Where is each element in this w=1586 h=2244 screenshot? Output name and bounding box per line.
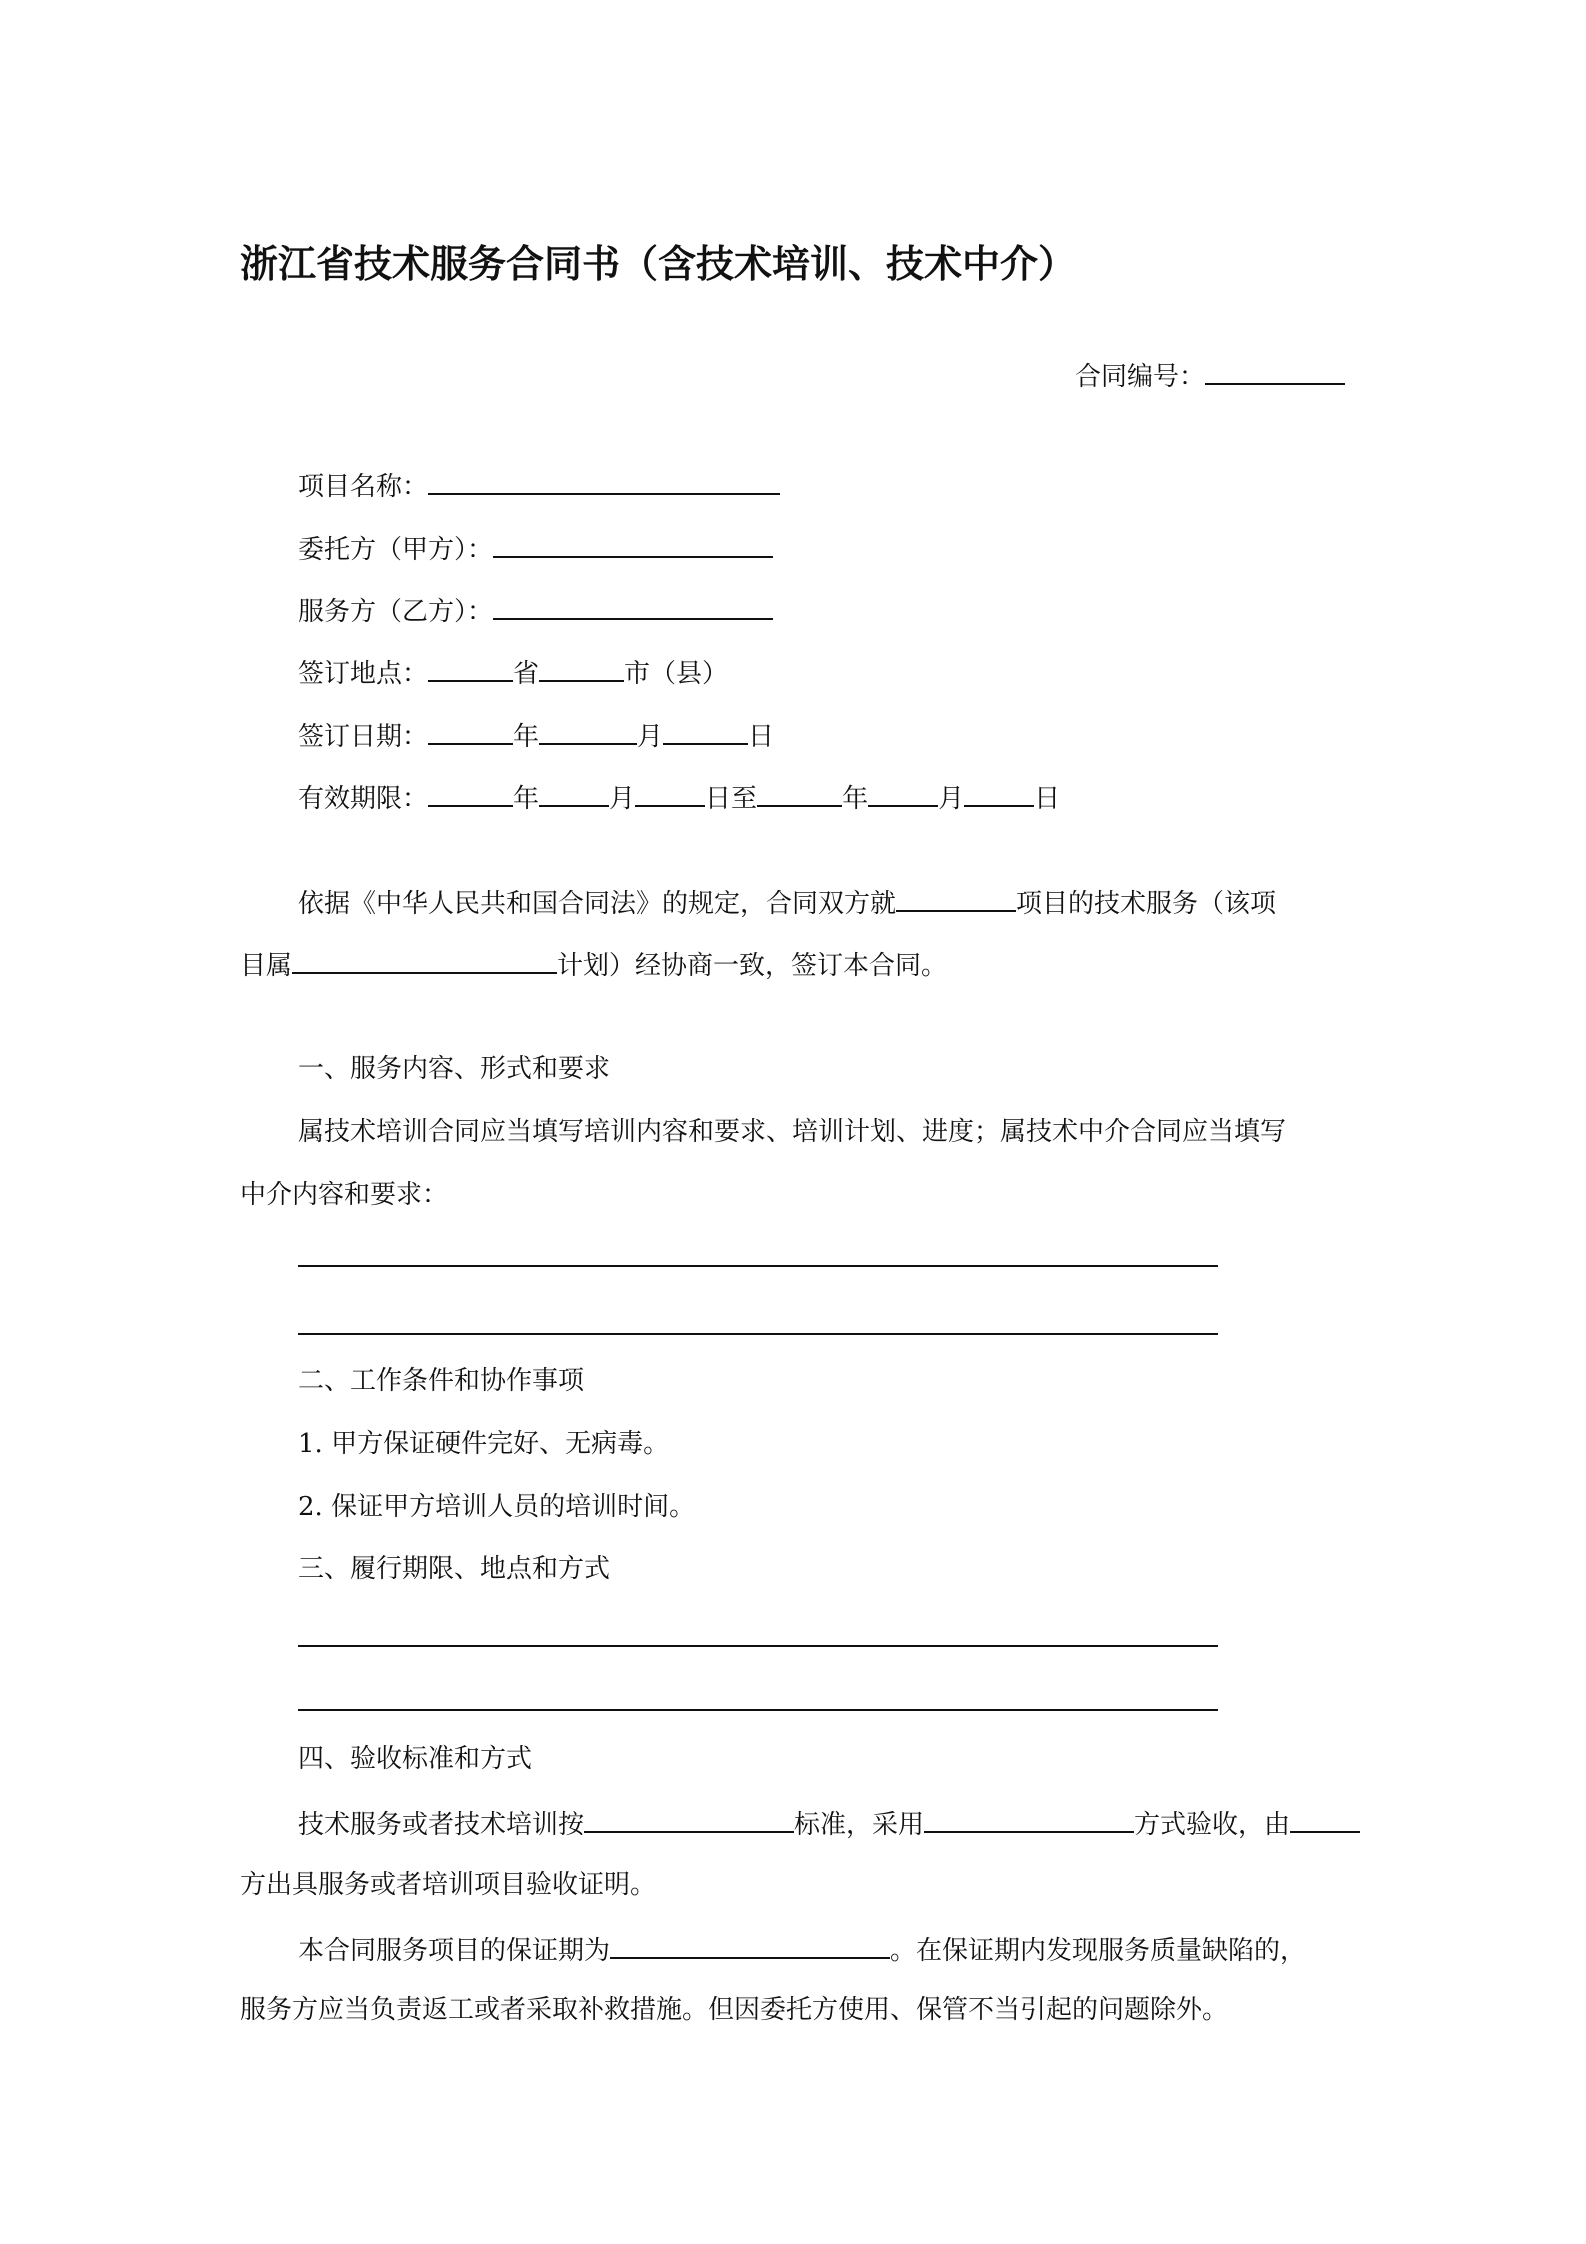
client-label: 委托方（甲方）：: [298, 535, 494, 565]
provider-row: [298, 592, 773, 626]
start-year-field[interactable]: [428, 779, 513, 807]
month-label: 月: [637, 722, 664, 752]
start-day-field[interactable]: [635, 779, 705, 807]
city-label: 市（县）: [624, 659, 729, 689]
section-4-line-3: [298, 1931, 1306, 1965]
day-to-label: 日至: [705, 784, 758, 814]
section-4-heading: 四、验收标准和方式: [298, 1744, 533, 1774]
end-year-field[interactable]: [757, 779, 842, 807]
province-field[interactable]: [428, 654, 513, 682]
day-label: 日: [1034, 784, 1061, 814]
city-field[interactable]: [539, 654, 624, 682]
section-1-heading: 一、服务内容、形式和要求: [298, 1054, 611, 1084]
section-2-item: 2. 保证甲方培训人员的培训时间。: [298, 1492, 696, 1522]
end-month-field[interactable]: [868, 779, 938, 807]
sign-date-row: [298, 717, 774, 751]
end-day-field[interactable]: [964, 779, 1034, 807]
sign-year-field[interactable]: [428, 717, 513, 745]
acceptance-standard-field[interactable]: [584, 1805, 794, 1833]
validity-row: [298, 779, 1060, 813]
intro-line-2: [240, 946, 947, 980]
document-title: 浙江省技术服务合同书（含技术培训、技术中介）: [240, 242, 1077, 286]
client-row: [298, 530, 773, 564]
intro-line-1: [298, 884, 1276, 918]
month-label: 月: [609, 784, 636, 814]
provider-field[interactable]: [493, 592, 773, 620]
start-month-field[interactable]: [539, 779, 609, 807]
validity-label: 有效期限：: [298, 784, 429, 814]
contract-number-label: 合同编号：: [1075, 362, 1206, 392]
acceptance-party-field[interactable]: [1290, 1805, 1360, 1833]
section-4-text: 标准，采用: [794, 1810, 925, 1840]
provider-label: 服务方（乙方）：: [298, 597, 494, 627]
province-label: 省: [513, 659, 540, 689]
section-2-heading: 二、工作条件和协作事项: [298, 1366, 585, 1396]
section-1-fill-line[interactable]: [298, 1333, 1218, 1335]
section-3-fill-line[interactable]: [298, 1709, 1218, 1711]
intro-text: 计划）经协商一致，签订本合同。: [557, 951, 948, 981]
contract-number-row: [1075, 357, 1345, 391]
sign-place-label: 签订地点：: [298, 659, 429, 689]
sign-month-field[interactable]: [539, 717, 637, 745]
section-4-text: 。在保证期内发现服务质量缺陷的，: [890, 1936, 1307, 1966]
warranty-period-field[interactable]: [610, 1931, 890, 1959]
contract-number-field[interactable]: [1205, 357, 1345, 385]
section-4-line-1: [298, 1805, 1360, 1839]
sign-place-row: [298, 654, 728, 688]
year-label: 年: [842, 784, 869, 814]
year-label: 年: [513, 722, 540, 752]
project-name-field[interactable]: [428, 467, 780, 495]
month-label: 月: [938, 784, 965, 814]
section-4-text: 方式验收，由: [1134, 1810, 1291, 1840]
acceptance-method-field[interactable]: [924, 1805, 1134, 1833]
section-4-text: 本合同服务项目的保证期为: [298, 1936, 611, 1966]
sign-date-label: 签订日期：: [298, 722, 429, 752]
year-label: 年: [513, 784, 540, 814]
section-1-paragraph: 属技术培训合同应当填写培训内容和要求、培训计划、进度；属技术中介合同应当填写: [298, 1117, 1287, 1147]
section-4-line-2: 方出具服务或者培训项目验收证明。: [240, 1870, 657, 1900]
intro-text: 依据《中华人民共和国合同法》的规定，合同双方就: [298, 889, 897, 919]
section-3-fill-line[interactable]: [298, 1645, 1218, 1647]
project-name-row: [298, 467, 780, 501]
section-1-fill-line[interactable]: [298, 1265, 1218, 1267]
intro-plan-field[interactable]: [292, 946, 557, 974]
client-field[interactable]: [493, 530, 773, 558]
project-name-label: 项目名称：: [298, 472, 429, 502]
section-4-text: 技术服务或者技术培训按: [298, 1810, 585, 1840]
intro-text: 目属: [240, 951, 293, 981]
intro-text: 项目的技术服务（该项: [1016, 889, 1277, 919]
section-2-item: 1. 甲方保证硬件完好、无病毒。: [298, 1429, 670, 1459]
section-1-paragraph: 中介内容和要求：: [240, 1180, 449, 1210]
section-3-heading: 三、履行期限、地点和方式: [298, 1554, 611, 1584]
section-4-line-4: 服务方应当负责返工或者采取补救措施。但因委托方使用、保管不当引起的问题除外。: [240, 1995, 1229, 2025]
day-label: 日: [748, 722, 775, 752]
intro-project-field[interactable]: [896, 884, 1016, 912]
sign-day-field[interactable]: [663, 717, 748, 745]
